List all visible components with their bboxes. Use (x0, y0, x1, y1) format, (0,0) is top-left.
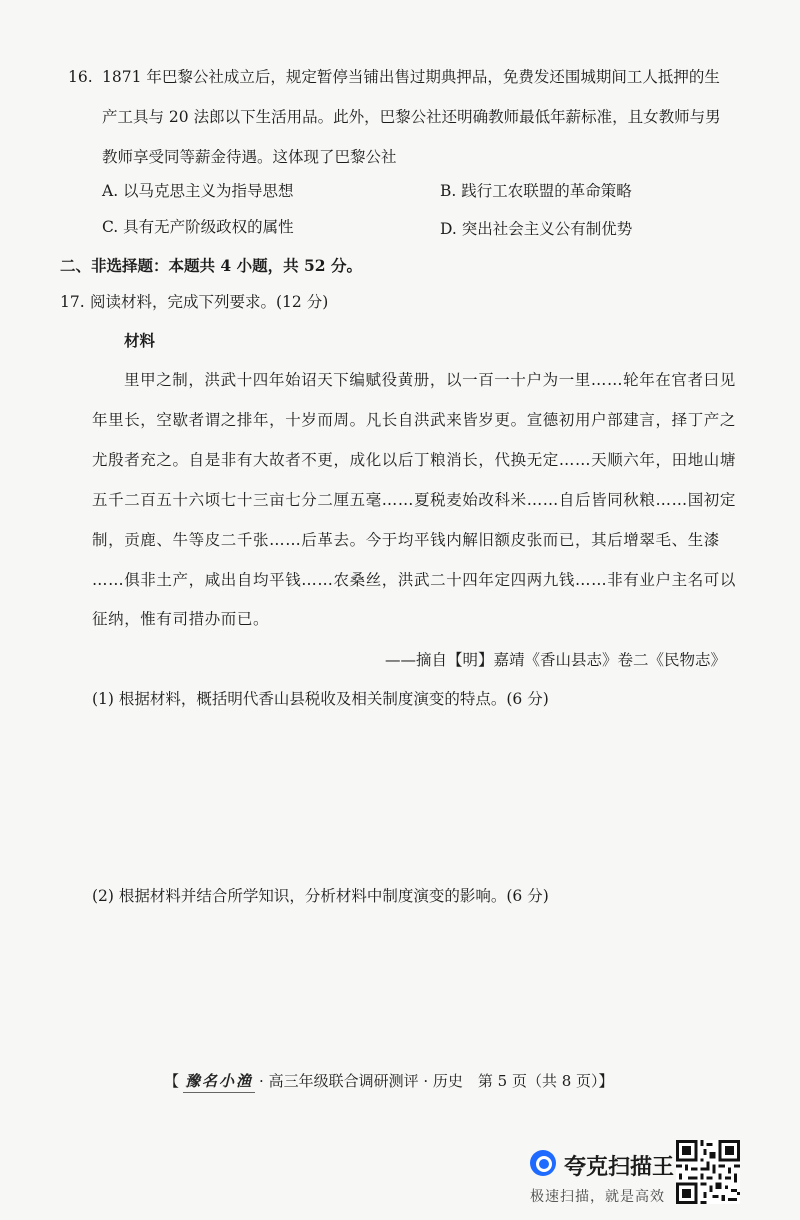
scanner-watermark (530, 1140, 800, 1220)
scanner-slogan: 极速扫描，就是高效 (530, 1189, 665, 1205)
section-heading: 二、非选择题：本题共 4 小题，共 52 分。 (60, 256, 362, 275)
material-line-6: ……俱非土产，咸出自均平钱……农桑丝，洪武二十四年定四两九钱……非有业户主名可以 (92, 571, 737, 589)
q16-option-a[interactable]: A. 以马克思主义为指导思想 (102, 182, 294, 200)
q17-subquestion-1: (1) 根据材料，概括明代香山县税收及相关制度演变的特点。(6 分) (92, 690, 549, 708)
q16-stem-line-3: 教师享受同等薪金待遇。这体现了巴黎公社 (102, 148, 397, 166)
q16-stem-line-1: 1871 年巴黎公社成立后，规定暂停当铺出售过期典押品，免费发还围城期间工人抵押的生 (102, 68, 720, 86)
qr-code-icon (676, 1140, 740, 1204)
material-line-4: 五千二百五十六顷七十三亩七分二厘五毫……夏税麦始改科米……自后皆同秋粮……国初定 (92, 491, 737, 509)
footer-text: · 高三年级联合调研测评 · 历史 第 5 页（共 8 页） (259, 1072, 599, 1090)
q17-subquestion-2: (2) 根据材料并结合所学知识，分析材料中制度演变的影响。(6 分) (92, 887, 549, 905)
q17-instruction: 阅读材料，完成下列要求。(12 分) (90, 293, 329, 311)
q17-number: 17. (60, 293, 85, 311)
q16-option-d[interactable]: D. 突出社会主义公有制优势 (440, 220, 633, 238)
brand-logo: 豫名小渔 (183, 1070, 255, 1093)
q16-number: 16. (68, 68, 93, 86)
material-line-2: 年里长，空歇者谓之排年，十岁而周。凡长自洪武来皆岁更。宣德初用户部建言，择丁产之 (92, 411, 737, 429)
q16-stem-line-2: 产工具与 20 法郎以下生活用品。此外，巴黎公社还明确教师最低年薪标准，且女教师与男 (102, 108, 721, 126)
q16-option-b[interactable]: B. 践行工农联盟的革命策略 (440, 182, 632, 200)
q16-option-c[interactable]: C. 具有无产阶级政权的属性 (102, 218, 294, 236)
material-line-7: 征纳，惟有司措办而已。 (92, 610, 270, 628)
page-footer (164, 1070, 614, 1093)
material-line-3: 尤殷者充之。自是非有大故者不更，成化以后丁粮消长，代换无定……天顺六年，田地山塘 (92, 451, 737, 469)
material-label: 材料 (124, 331, 156, 350)
scanner-app-name: 夸克扫描王 (564, 1155, 675, 1180)
material-source: ——摘自【明】嘉靖《香山县志》卷二《民物志》 (385, 651, 727, 669)
scanner-logo-icon (530, 1150, 556, 1176)
material-line-5: 制，贡鹿、牛等皮二千张……后革去。今于均平钱内解旧额皮张而已，其后增翠毛、生漆 (92, 531, 720, 549)
footer-bracket-open: 【 (164, 1072, 180, 1090)
footer-bracket-close: 】 (598, 1072, 614, 1090)
material-line-1: 里甲之制，洪武十四年始诏天下编赋役黄册，以一百一十户为一里……轮年在官者曰见 (124, 371, 736, 389)
